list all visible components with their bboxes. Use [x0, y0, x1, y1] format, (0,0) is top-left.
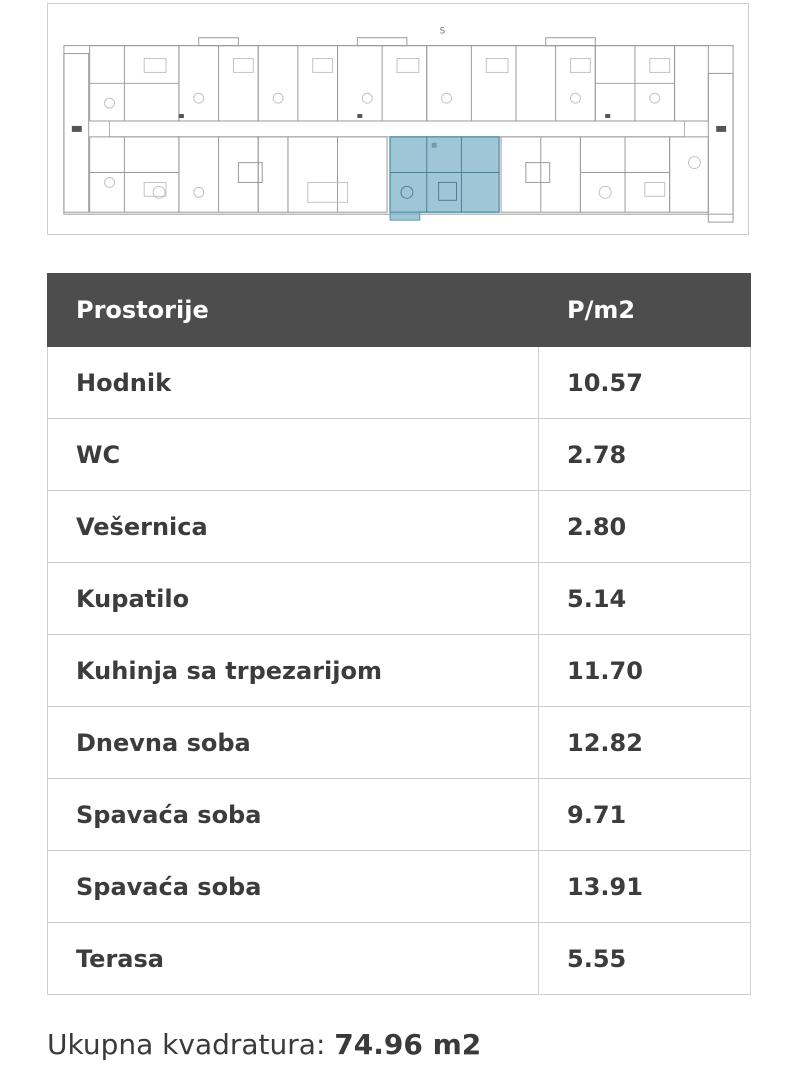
table-row: [48, 563, 751, 635]
room-area: 5.55: [539, 923, 751, 995]
table-row: [48, 635, 751, 707]
table-row: [48, 779, 751, 851]
room-area-table: [47, 273, 751, 995]
room-area: 12.82: [539, 707, 751, 779]
total-label: Ukupna kvadratura:: [47, 1028, 326, 1061]
room-name: Hodnik: [48, 347, 539, 419]
room-area: 2.80: [539, 491, 751, 563]
room-area: 2.78: [539, 419, 751, 491]
room-name: Kupatilo: [48, 563, 539, 635]
room-area: 13.91: [539, 851, 751, 923]
table-row: [48, 707, 751, 779]
room-area: 5.14: [539, 563, 751, 635]
header-room: Prostorije: [48, 274, 539, 347]
room-name: Spavaća soba: [48, 779, 539, 851]
room-name: Dnevna soba: [48, 707, 539, 779]
table-row: [48, 851, 751, 923]
room-area: 10.57: [539, 347, 751, 419]
north-label: S: [439, 26, 446, 37]
room-area: 11.70: [539, 635, 751, 707]
table-header-row: [48, 274, 751, 347]
table-row: [48, 347, 751, 419]
room-name: Spavaća soba: [48, 851, 539, 923]
total-value: 74.96 m2: [334, 1028, 482, 1061]
room-name: Terasa: [48, 923, 539, 995]
room-name: Kuhinja sa trpezarijom: [48, 635, 539, 707]
table-row: [48, 419, 751, 491]
table-row: [48, 491, 751, 563]
room-area: 9.71: [539, 779, 751, 851]
highlighted-apartment: [390, 137, 499, 212]
table-row: [48, 923, 751, 995]
floor-plan-image: [48, 4, 748, 234]
room-name: Vešernica: [48, 491, 539, 563]
room-name: WC: [48, 419, 539, 491]
header-area: P/m2: [539, 274, 751, 347]
floor-plan-frame: [47, 3, 749, 235]
total-area: [47, 1028, 481, 1061]
